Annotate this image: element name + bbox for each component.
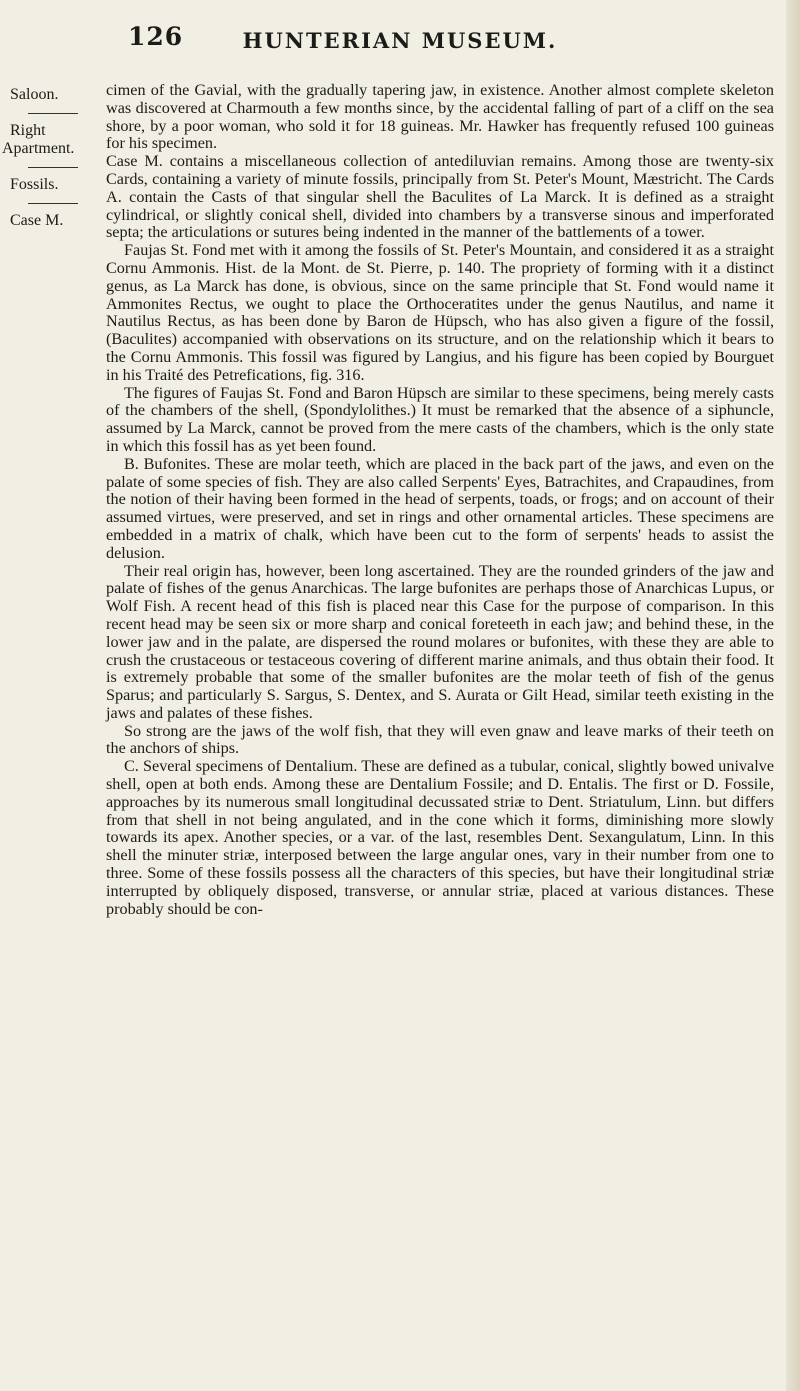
margin-note-right: Right xyxy=(10,122,46,139)
paragraph-gavial: cimen of the Gavial, with the gradually tapering jaw, in existence. Another almost complete skeleton was discovered at Charmouth a few months since, by the accidental falling of part of a cliff on the sea shore, by a poor woman, who sold it for 18 guineas. Mr. Hawker has frequently refused 100 guineas for his specimen. xyxy=(106,81,774,153)
page-header xyxy=(0,22,800,62)
paragraph-origin: Their real origin has, however, been long ascertained. They are the rounded grinders of the jaw and palate of fishes of the genus Anarchicas. The large bufonites are perhaps those of Anarchicas Lupus, or Wolf Fish. A recent head of this fish is placed near this Case for the purpose of comparison. In this recent head may be seen six or more sharp and conical foreteeth in each jaw; and behind these, in the lower jaw and in the palate, are dispersed the round molares or bufonites, with these they are able to crush the crustaceous or testaceous covering of different marine animals, and thus obtain their food. It is extremely probable that some of the smaller bufonites are the molar teeth of fish of the genus Sparus; and particularly S. Sargus, S. Dentex, and S. Aurata or Gilt Head, similar teeth existing in the jaws and palates of these fishes. xyxy=(106,561,774,722)
paragraph-case-m: Case M. contains a miscellaneous collection of antediluvian remains. Among those are twenty-six Cards, containing a variety of minute fossils, principally from St. Peter's Mount, Mæstricht. The Cards A. contain the Casts of that singular shell the Baculites of La Marck. It is defined as a straight cylindrical, or slightly conical shell, divided into chambers by a transverse sinous and imperforated septa; the articulations or sutures being indented in the manner of the battlements of a tower. xyxy=(106,152,774,242)
paragraph-faujas: Faujas St. Fond met with it among the fossils of St. Peter's Mountain, and considered it as a straight Cornu Ammonis. Hist. de la Mont. de St. Pierre, p. 140. The propriety of forming with it a distinct genus, as La Marck has done, is obvious, since on the same principle that St. Fond would name it Ammonites Rectus, we ought to place the Orthoceratites under the genus Nautilus, and name it Nautilus Rectus, as has been done by Baron de Hüpsch, who has also given a figure of the fossil, (Baculites) accompanied with observations on its structure, and on the relationship which it bears to the Cornu Ammonis. This fossil was figured by Langius, and his figure has been copied by Bourguet in his Traité des Petrefications, fig. 316. xyxy=(106,241,774,384)
paragraph-dentalium: C. Several specimens of Dentalium. These are defined as a tubular, conical, slightly bowed univalve shell, open at both ends. Among these are Dentalium Fossile; and D. Entalis. The first or D. Fossile, approaches by its numerous small longitudinal decussated striæ to Dent. Striatulum, Linn. but differs from that shell in not being angulated, and in the cone which it forms, diminishing more slowly towards its apex. Another species, or a var. of the last, resembles Dent. Sexangulatum, Linn. In this shell the minuter striæ, interposed between the large angular ones, vary in their number from one to three. Some of these fossils possess all the characters of this species, but have their longitudinal striæ interrupted by obliquely disposed, transverse, or annular striæ, placed at various distances. These probably should be con- xyxy=(106,757,774,918)
margin-divider xyxy=(10,104,100,114)
page-number: 126 xyxy=(128,22,184,51)
running-title: HUNTERIAN MUSEUM. xyxy=(242,28,558,53)
paragraph-figures: The figures of Faujas St. Fond and Baron Hüpsch are similar to these specimens, being merely casts of the chambers of the shell, (Spondylolithes.) It must be remarked that the absence of a siphuncle, assumed by La Marck, cannot be proved from the mere casts of the chambers, which is the only state in which this fossil has as yet been found. xyxy=(106,383,774,455)
margin-divider xyxy=(10,158,100,168)
margin-note-fossils: Fossils. xyxy=(10,176,59,193)
margin-note-apartment: Apartment. xyxy=(2,140,75,157)
page-edge-shadow xyxy=(786,0,800,1391)
margin-note-saloon: Saloon. xyxy=(10,86,59,103)
paragraph-wolf-fish: So strong are the jaws of the wolf fish, that they will even gnaw and leave marks of their teeth on the anchors of ships. xyxy=(106,721,774,758)
body-text xyxy=(106,82,774,918)
margin-note-case-m: Case M. xyxy=(10,212,64,229)
paragraph-bufonites: B. Bufonites. These are molar teeth, which are placed in the back part of the jaws, and even on the palate of some species of fish. They are also called Serpents' Eyes, Batrachites, and Crapaudines, from the notion of their having been formed in the head of serpents, toads, or frogs; and on account of their assumed virtues, were preserved, and set in rings and other ornamental articles. These specimens are embedded in a matrix of chalk, which have been cut to the form of serpents' heads to assist the delusion. xyxy=(106,454,774,562)
margin-divider xyxy=(10,194,100,204)
